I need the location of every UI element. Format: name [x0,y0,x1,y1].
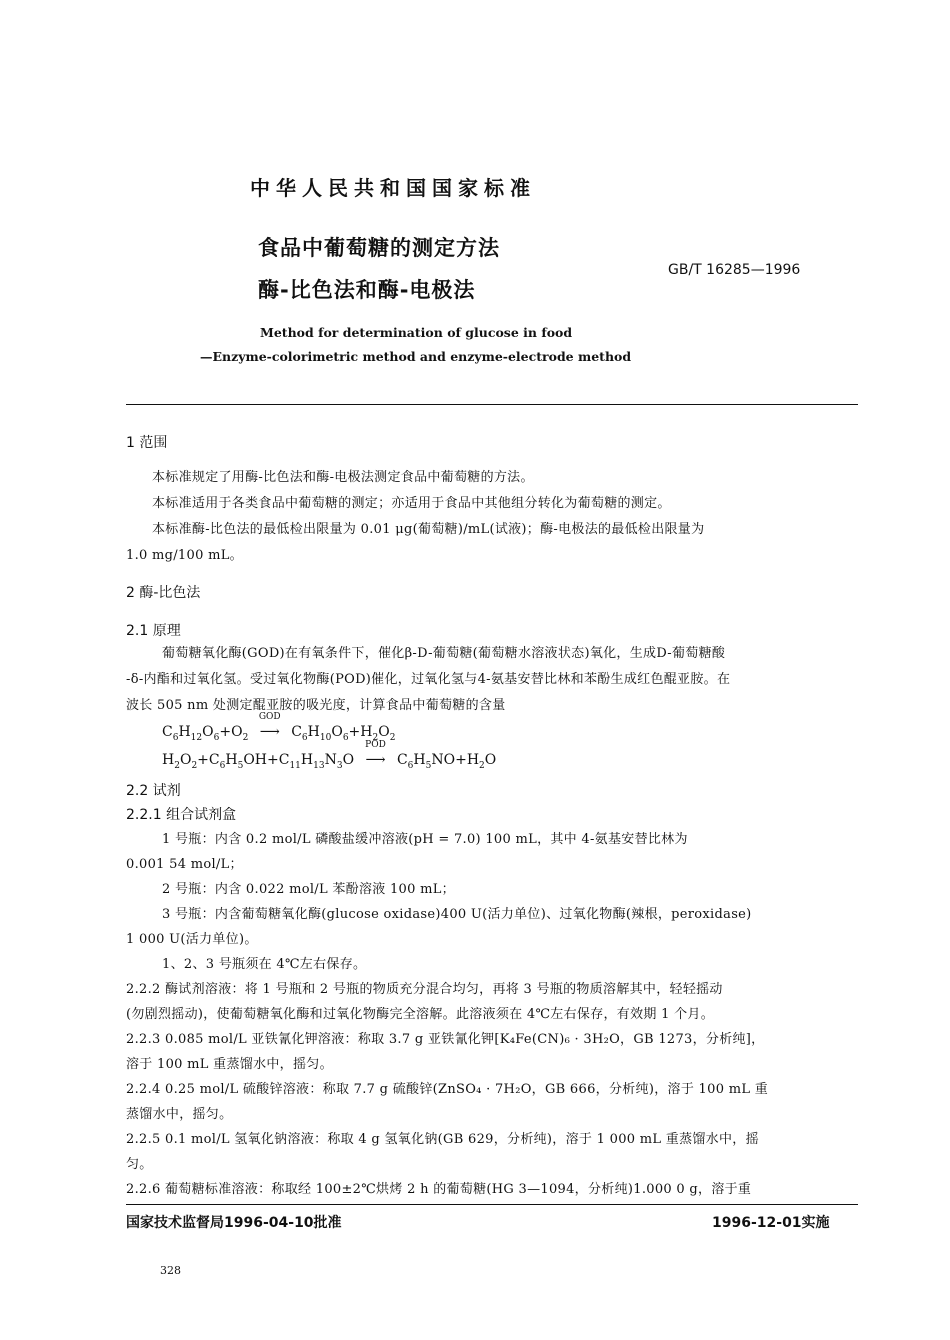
paragraph: 2.2.6 葡萄糖标准溶液：称取经 100±2℃烘烤 2 h 的葡萄糖(HG 3—1094，分析纯)1.000 0 g，溶于重 [126,1182,752,1197]
paragraph: 葡萄糖氧化酶(GOD)在有氧条件下，催化β-D-葡萄糖(葡萄糖水溶液状态)氧化，生成D-葡萄糖酸 [162,646,726,661]
english-title-line2: —Enzyme-colorimetric method and enzyme-electrode method [200,349,632,364]
paragraph: 匀。 [126,1157,153,1172]
enzyme-label: POD [365,740,386,750]
paragraph: 1.0 mg/100 mL。 [126,548,243,563]
footer-divider [126,1204,858,1205]
implementation-date: 1996-12-01实施 [712,1215,830,1231]
reaction-arrow: GOD ⟶ [253,724,287,740]
paragraph: 3 号瓶：内含葡萄糖氧化酶(glucose oxidase)400 U(活力单位)、过氧化物酶(辣根，peroxidase) [162,907,752,922]
paragraph: 溶于 100 mL 重蒸馏水中，摇匀。 [126,1057,333,1072]
paragraph: 波长 505 nm 处测定醌亚胺的吸光度，计算食品中葡萄糖的含量 [126,698,506,713]
paragraph: 蒸馏水中，摇匀。 [126,1107,233,1122]
paragraph: 1 000 U(活力单位)。 [126,932,258,947]
paragraph: 2.2.2 酶试剂溶液：将 1 号瓶和 2 号瓶的物质充分混合均匀，再将 3 号瓶的物质溶解其中，轻轻摇动 [126,982,723,997]
approval-date: 国家技术监督局1996-04-10批准 [126,1215,342,1231]
equation-peroxide-reaction: $H_2O_2+C_6H_5OH+C_{11}H_{13}N_3O$ POD ⟶ $C_6H_5NO+H_2O$ [162,740,497,771]
equation-glucose-oxidation: $C_6H_{12}O_6+O_2$ GOD ⟶ $C_6H_{10}O_6+H_2O_2$ [162,712,396,743]
enzyme-label: GOD [258,712,281,722]
paragraph: 1、2、3 号瓶须在 4℃左右保存。 [162,957,367,972]
paragraph: 0.001 54 mol/L； [126,857,243,872]
paragraph: 本标准酶-比色法的最低检出限量为 0.01 μg(葡萄糖)/mL(试液)；酶-电极法的最低检出限量为 [152,522,705,537]
paragraph: 2.2.4 0.25 mol/L 硫酸锌溶液：称取 7.7 g 硫酸锌(ZnSO₄ · 7H₂O，GB 666，分析纯)，溶于 100 mL 重 [126,1082,768,1097]
section-2-heading: 2 酶-比色法 [126,585,201,601]
section-1-heading: 1 范围 [126,435,168,451]
paragraph: 本标准适用于各类食品中葡萄糖的测定；亦适用于食品中其他组分转化为葡萄糖的测定。 [152,496,671,511]
paragraph: 本标准规定了用酶-比色法和酶-电极法测定食品中葡萄糖的方法。 [152,470,534,485]
paragraph: 2.2.3 0.085 mol/L 亚铁氰化钾溶液：称取 3.7 g 亚铁氰化钾[K₄Fe(CN)₆ · 3H₂O，GB 1273，分析纯]， [126,1032,765,1047]
national-standard-heading: 中华人民共和国国家标准 [250,176,536,200]
standard-title-line1: 食品中葡萄糖的测定方法 [258,236,500,260]
standard-number: GB/T 16285—1996 [668,262,801,278]
section-2-1-heading: 2.1 原理 [126,623,181,639]
section-2-2-1-heading: 2.2.1 组合试剂盒 [126,807,237,823]
paragraph: (勿剧烈摇动)，使葡萄糖氧化酶和过氧化物酶完全溶解。此溶液须在 4℃左右保存，有效期 1 个月。 [126,1007,715,1022]
paragraph: -δ-内酯和过氧化氢。受过氧化物酶(POD)催化，过氧化氢与4-氨基安替比林和苯酚生成红色醌亚胺。在 [126,672,731,687]
paragraph: 2 号瓶：内含 0.022 mol/L 苯酚溶液 100 mL； [162,882,455,897]
paragraph: 1 号瓶：内含 0.2 mol/L 磷酸盐缓冲溶液(pH = 7.0) 100 mL，其中 4-氨基安替比林为 [162,832,688,847]
english-title-line1: Method for determination of glucose in food [260,325,573,340]
page-number: 328 [160,1264,181,1277]
paragraph: 2.2.5 0.1 mol/L 氢氧化钠溶液：称取 4 g 氢氧化钠(GB 629，分析纯)，溶于 1 000 mL 重蒸馏水中，摇 [126,1132,759,1147]
header-divider [126,404,858,405]
section-2-2-heading: 2.2 试剂 [126,783,181,799]
reaction-arrow: POD ⟶ [359,752,393,768]
standard-title-line2: 酶-比色法和酶-电极法 [258,278,476,302]
